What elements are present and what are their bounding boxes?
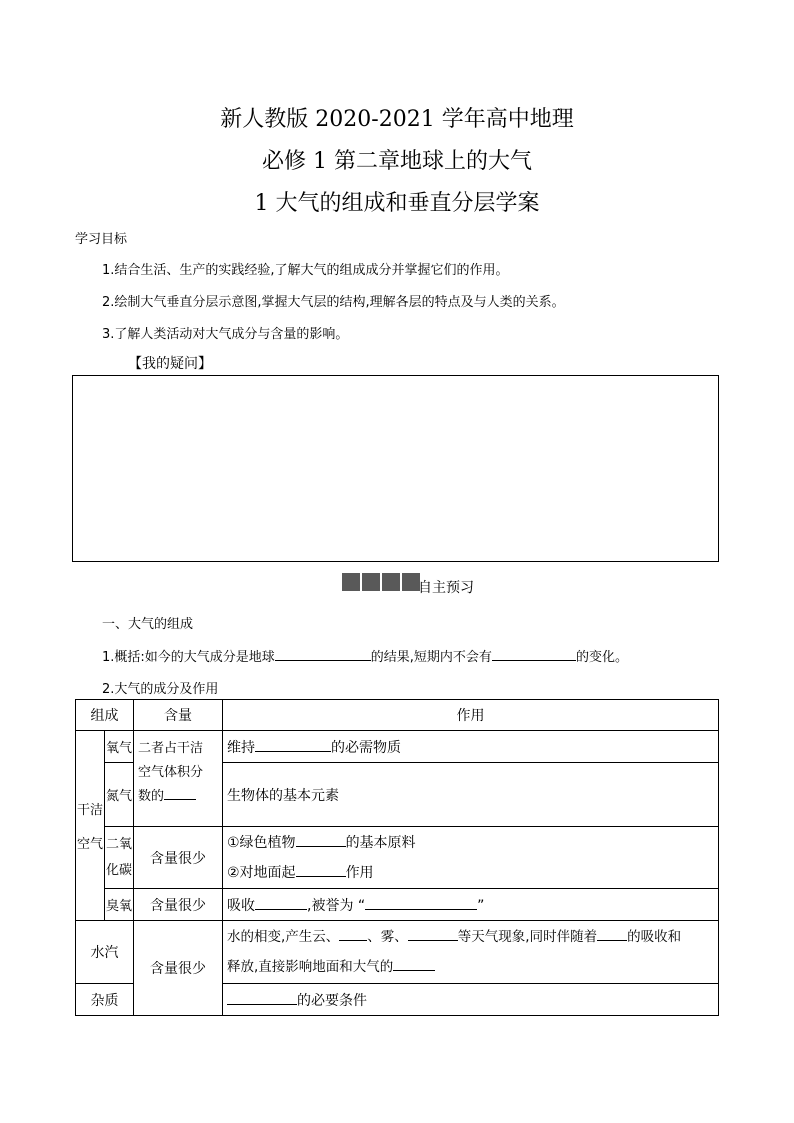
nitrogen-cell: 氮气 — [105, 763, 134, 827]
question1-text-b: 的结果,短期内不会有 — [370, 650, 492, 665]
table-row-co2 — [76, 827, 719, 889]
question-box[interactable] — [72, 375, 719, 562]
blank-change[interactable] — [492, 649, 576, 661]
blank-vapor-1[interactable] — [339, 929, 367, 941]
vapor-cell: 水汽 — [76, 921, 134, 984]
question-label: 【我的疑问】 — [128, 356, 212, 372]
blank-ozone-title[interactable] — [365, 898, 477, 910]
oxygen-nitrogen-content: 二者占干洁 空气体积分 数的 — [134, 731, 223, 827]
oxygen-role: 维持 的必需物质 — [223, 731, 719, 763]
blank-ozone-absorb[interactable] — [255, 898, 307, 910]
table-row-ozone — [76, 889, 719, 921]
question1-text-a: 1.概括:如今的大气成分是地球 — [102, 650, 275, 665]
ozone-cell: 臭氧 — [105, 889, 134, 921]
co2-cell: 二氧 化碳 — [105, 827, 134, 889]
impurity-cell: 杂质 — [76, 984, 134, 1016]
blank-impurity[interactable] — [227, 993, 297, 1005]
doc-title-line2: 必修 1 第二章地球上的大气 — [262, 149, 532, 174]
blank-vapor-3[interactable] — [597, 929, 627, 941]
ozone-content: 含量很少 — [134, 889, 223, 921]
vapor-impurity-content: 含量很少 — [134, 921, 223, 1016]
blank-co2-effect[interactable] — [296, 865, 346, 877]
question2: 2.大气的成分及作用 — [102, 682, 219, 697]
table-row-oxygen — [76, 731, 719, 763]
blank-co2-material[interactable] — [296, 835, 346, 847]
header-composition: 组成 — [76, 700, 134, 731]
blank-vapor-4[interactable] — [393, 959, 435, 971]
co2-content: 含量很少 — [134, 827, 223, 889]
ozone-role: 吸收 ,被誉为 “ ” — [223, 889, 719, 921]
dry-air-cell: 干洁 空气 — [76, 731, 105, 921]
doc-title-line1: 新人教版 2020-2021 学年高中地理 — [220, 107, 574, 132]
co2-role: ①绿色植物 的基本原料 ②对地面起 作用 — [223, 827, 719, 889]
blank-formation[interactable] — [275, 649, 371, 661]
doc-title-line3: 1 大气的组成和垂直分层学案 — [254, 191, 540, 216]
header-content: 含量 — [134, 700, 223, 731]
blank-vapor-2[interactable] — [408, 929, 458, 941]
table-header-row — [76, 700, 719, 731]
section-badge-label: 自主预习 — [418, 580, 474, 596]
vapor-role: 水的相变,产生云、 、雾、 等天气现象,同时伴随着 的吸收和 释放,直接影响地面和大气的 — [223, 921, 719, 984]
section-badge-blocks — [342, 573, 420, 591]
blank-volume-percent[interactable] — [164, 788, 196, 800]
composition-table — [75, 699, 719, 1016]
objective-item-2: 2.绘制大气垂直分层示意图,掌握大气层的结构,理解各层的特点及与人类的关系。 — [102, 295, 565, 310]
objective-item-3: 3.了解人类活动对大气成分与含量的影响。 — [102, 327, 349, 342]
table-row-vapor — [76, 921, 719, 984]
oxygen-cell: 氧气 — [105, 731, 134, 763]
objective-item-1: 1.结合生活、生产的实践经验,了解大气的组成成分并掌握它们的作用。 — [102, 263, 509, 278]
objectives-heading: 学习目标 — [75, 232, 128, 247]
nitrogen-role: 生物体的基本元素 — [223, 763, 719, 827]
blank-oxygen-role[interactable] — [255, 740, 331, 752]
section1-heading: 一、大气的组成 — [102, 617, 194, 632]
question1-text-c: 的变化。 — [575, 650, 628, 665]
question1 — [102, 646, 628, 665]
impurity-role: 的必要条件 — [223, 984, 719, 1016]
header-role: 作用 — [223, 700, 719, 731]
